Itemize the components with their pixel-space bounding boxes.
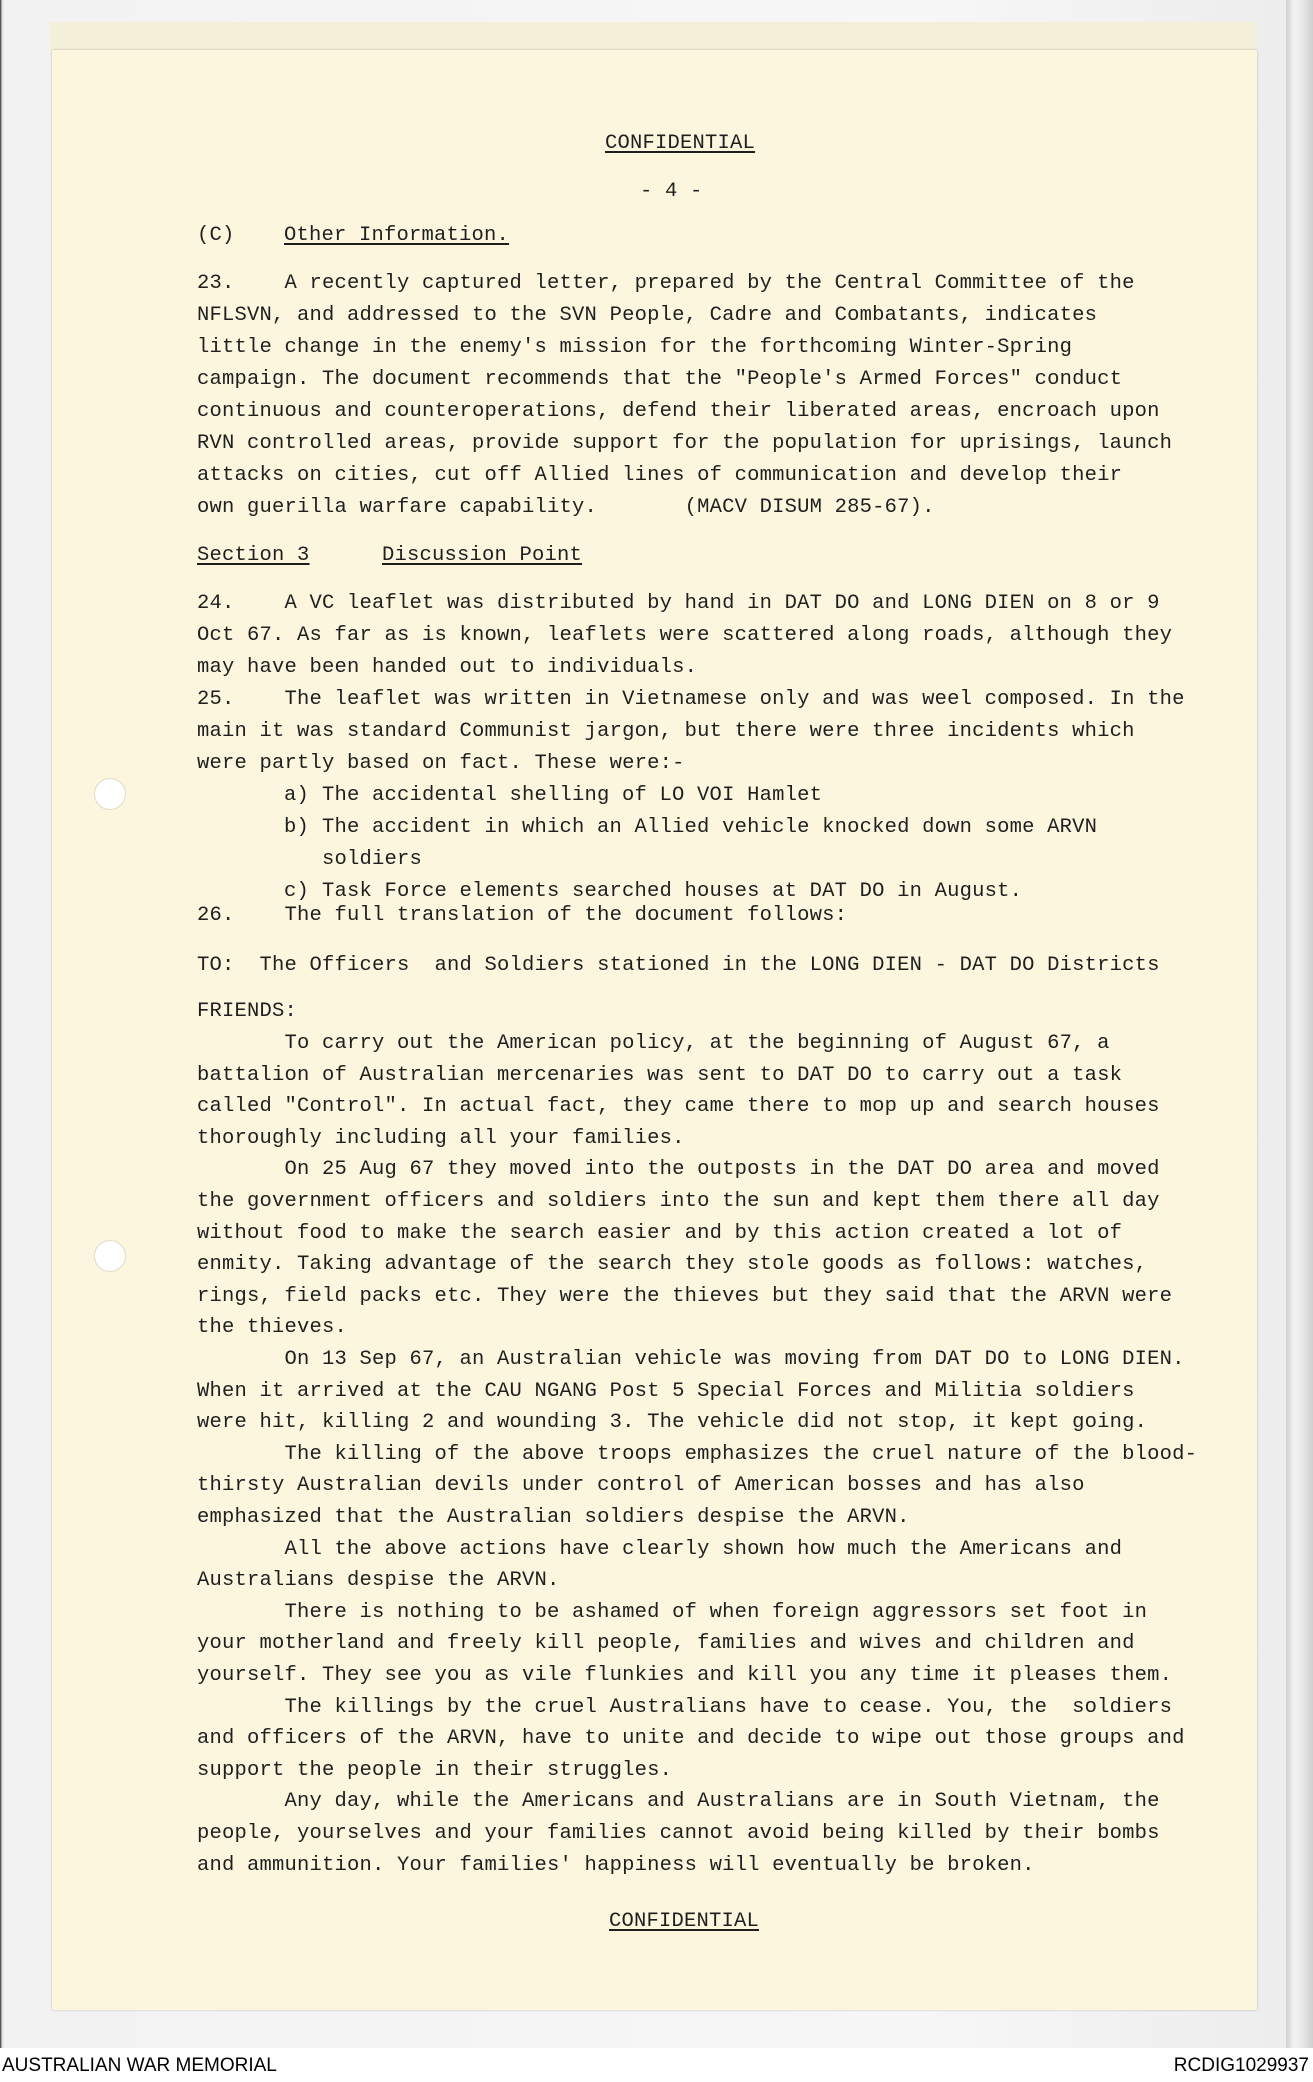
leaflet-line: All the above actions have clearly shown how much the Americans and bbox=[197, 1537, 1123, 1561]
paragraph-line: may have been handed out to individuals. bbox=[197, 656, 698, 679]
list-item: The accident in which an Allied vehicle knocked down some ARVN bbox=[322, 816, 1098, 839]
leaflet-line: rings, field packs etc. They were the thieves but they said that the ARVN were bbox=[197, 1284, 1173, 1308]
underlying-page-strip bbox=[50, 22, 1255, 52]
section-c-label: (C) bbox=[197, 224, 235, 247]
leaflet-line: To carry out the American policy, at the beginning of August 67, a bbox=[197, 1032, 1110, 1055]
leaflet-line: battalion of Australian mercenaries was sent to DAT DO to carry out a task bbox=[197, 1063, 1123, 1087]
leaflet-line: Any day, while the Americans and Australians are in South Vietnam, the bbox=[197, 1790, 1160, 1814]
paragraph-line: RVN controlled areas, provide support for the population for uprisings, launch bbox=[197, 432, 1173, 455]
paragraph-line: were partly based on fact. These were:- bbox=[197, 752, 685, 775]
leaflet-line: There is nothing to be ashamed of when foreign aggressors set foot in bbox=[197, 1600, 1148, 1624]
section-3-label: Section 3 bbox=[197, 544, 310, 567]
leaflet-line: your motherland and freely kill people, families and wives and children and bbox=[197, 1632, 1135, 1656]
archive-id: RCDIG1029937 bbox=[1173, 2055, 1309, 2076]
leaflet-line: enmity. Taking advantage of the search they stole goods as follows: watches, bbox=[197, 1253, 1148, 1277]
list-item: The accidental shelling of LO VOI Hamlet bbox=[322, 784, 823, 807]
list-item-marker: c) bbox=[284, 880, 310, 903]
leaflet-line: people, yourselves and your families cannot avoid being killed by their bombs bbox=[197, 1822, 1160, 1845]
page-number: - 4 - bbox=[640, 180, 703, 203]
paragraph-26: 26. The full translation of the document follows: bbox=[197, 904, 848, 927]
leaflet-line: emphasized that the Australian soldiers despise the ARVN. bbox=[197, 1506, 910, 1529]
punch-hole bbox=[94, 1240, 126, 1272]
leaflet-line: yourself. They see you as vile flunkies and kill you any time it pleases them. bbox=[197, 1664, 1173, 1687]
leaflet-line: thirsty Australian devils under control of American bosses and has also bbox=[197, 1474, 1085, 1498]
leaflet-line: and officers of the ARVN, have to unite and decide to wipe out those groups and bbox=[197, 1727, 1185, 1751]
leaflet-line: support the people in their struggles. bbox=[197, 1758, 673, 1782]
classification-footer: CONFIDENTIAL bbox=[609, 1910, 760, 1933]
paragraph-line: own guerilla warfare capability. (MACV DISUM 285-67). bbox=[197, 496, 935, 519]
leaflet-line: were hit, killing 2 and wounding 3. The vehicle did not stop, it kept going. bbox=[197, 1411, 1148, 1435]
leaflet-line: The killings by the cruel Australians have to cease. You, the soldiers bbox=[197, 1695, 1173, 1719]
list-item-marker: b) bbox=[284, 816, 310, 839]
leaflet-line: and ammunition. Your families' happiness will eventually be broken. bbox=[197, 1853, 1035, 1877]
leaflet-line: On 25 Aug 67 they moved into the outposts in the DAT DO area and moved bbox=[197, 1158, 1160, 1182]
list-item-continuation: soldiers bbox=[322, 848, 423, 871]
leaflet-line: the thieves. bbox=[197, 1316, 348, 1340]
classification-header: CONFIDENTIAL bbox=[605, 132, 756, 155]
paragraph-line: attacks on cities, cut off Allied lines of communication and develop their bbox=[197, 464, 1123, 487]
paragraph-line: 23. A recently captured letter, prepared by the Central Committee of the bbox=[197, 272, 1135, 295]
section-3-title: Discussion Point bbox=[382, 544, 583, 567]
scan-edge bbox=[1286, 0, 1313, 2048]
leaflet-line: the government officers and soldiers into the sun and kept them there all day bbox=[197, 1190, 1160, 1213]
leaflet-line: On 13 Sep 67, an Australian vehicle was moving from DAT DO to LONG DIEN. bbox=[197, 1348, 1185, 1371]
leaflet-line: without food to make the search easier and by this action created a lot of bbox=[197, 1221, 1123, 1245]
paragraph-line: little change in the enemy's mission for the forthcoming Winter-Spring bbox=[197, 336, 1073, 359]
leaflet-salutation: FRIENDS: bbox=[197, 1000, 298, 1023]
leaflet-line: The killing of the above troops emphasizes the cruel nature of the blood- bbox=[197, 1442, 1198, 1466]
leaflet-line: thoroughly including all your families. bbox=[197, 1126, 685, 1150]
list-item: Task Force elements searched houses at DAT DO in August. bbox=[322, 880, 1023, 903]
leaflet-line: called "Control". In actual fact, they came there to mop up and search houses bbox=[197, 1095, 1160, 1119]
archive-caption: AUSTRALIAN WAR MEMORIAL bbox=[2, 2055, 277, 2076]
leaflet-line: Australians despise the ARVN. bbox=[197, 1569, 560, 1593]
punch-hole bbox=[94, 778, 126, 810]
list-item-marker: a) bbox=[284, 784, 310, 807]
paragraph-line: Oct 67. As far as is known, leaflets were scattered along roads, although they bbox=[197, 624, 1173, 647]
paragraph-line: NFLSVN, and addressed to the SVN People, Cadre and Combatants, indicates bbox=[197, 304, 1098, 327]
paragraph-line: main it was standard Communist jargon, but there were three incidents which bbox=[197, 720, 1135, 743]
leaflet-to-line: TO: The Officers and Soldiers stationed in the LONG DIEN - DAT DO Districts bbox=[197, 954, 1160, 977]
paragraph-line: 24. A VC leaflet was distributed by hand in DAT DO and LONG DIEN on 8 or 9 bbox=[197, 592, 1160, 615]
leaflet-line: When it arrived at the CAU NGANG Post 5 Special Forces and Militia soldiers bbox=[197, 1379, 1135, 1403]
section-c-title: Other Information. bbox=[284, 224, 510, 247]
document-page bbox=[52, 50, 1257, 2010]
paragraph-line: 25. The leaflet was written in Vietnamese only and was weel composed. In the bbox=[197, 688, 1185, 711]
paragraph-line: continuous and counteroperations, defend their liberated areas, encroach upon bbox=[197, 400, 1160, 423]
paragraph-line: campaign. The document recommends that the "People's Armed Forces" conduct bbox=[197, 368, 1123, 391]
